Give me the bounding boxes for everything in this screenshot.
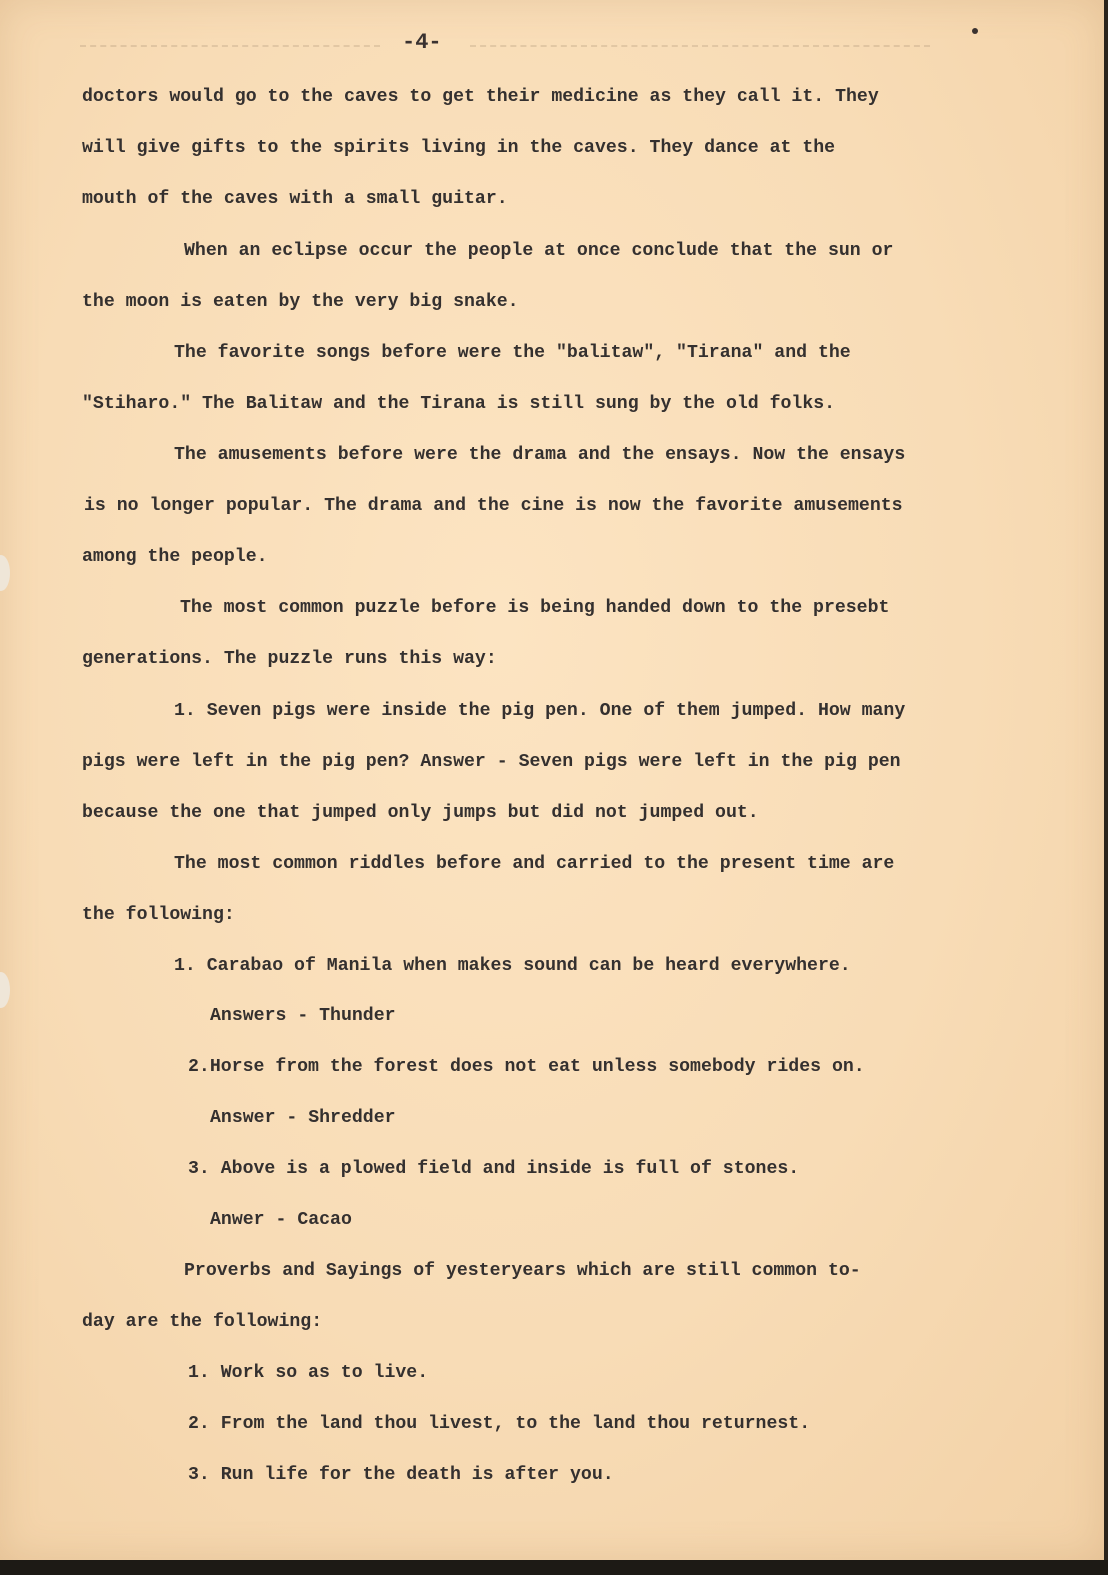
text-line: doctors would go to the caves to get their medicine as they call it. They bbox=[82, 87, 879, 107]
riddle-question: 1. Carabao of Manila when makes sound can be heard everywhere. bbox=[174, 956, 851, 976]
punch-hole-top bbox=[0, 555, 10, 591]
text-line: day are the following: bbox=[82, 1312, 323, 1332]
text-line: The most common riddles before and carried to the present time are bbox=[174, 854, 895, 874]
text-line: mouth of the caves with a small guitar. bbox=[82, 189, 508, 209]
text-line: among the people. bbox=[82, 547, 268, 567]
proverb-item: 3. Run life for the death is after you. bbox=[188, 1465, 614, 1485]
text-line: the moon is eaten by the very big snake. bbox=[82, 292, 519, 312]
riddle-question: 2.Horse from the forest does not eat unless somebody rides on. bbox=[188, 1057, 865, 1077]
text-line: because the one that jumped only jumps but did not jumped out. bbox=[82, 803, 759, 823]
riddle-answer: Anwer - Cacao bbox=[210, 1210, 352, 1230]
text-line: The most common puzzle before is being handed down to the presebt bbox=[180, 598, 890, 618]
text-line: 1. Seven pigs were inside the pig pen. One of them jumped. How many bbox=[174, 701, 906, 721]
punch-hole-bottom bbox=[0, 972, 10, 1008]
text-line: "Stiharo." The Balitaw and the Tirana is still sung by the old folks. bbox=[82, 394, 836, 414]
text-line: The favorite songs before were the "balitaw", "Tirana" and the bbox=[174, 343, 851, 363]
header-rule-right bbox=[470, 45, 930, 47]
page-number: -4- bbox=[402, 30, 442, 55]
text-line: generations. The puzzle runs this way: bbox=[82, 649, 497, 669]
ink-dot bbox=[972, 28, 978, 34]
text-line: the following: bbox=[82, 905, 235, 925]
scan-bottom-edge bbox=[0, 1560, 1108, 1575]
proverb-item: 1. Work so as to live. bbox=[188, 1363, 429, 1383]
text-line: pigs were left in the pig pen? Answer - Seven pigs were left in the pig pen bbox=[82, 752, 901, 772]
text-line: Proverbs and Sayings of yesteryears which are still common to- bbox=[184, 1261, 861, 1281]
proverb-item: 2. From the land thou livest, to the land thou returnest. bbox=[188, 1414, 811, 1434]
riddle-answer: Answers - Thunder bbox=[210, 1006, 396, 1026]
header-rule-left bbox=[80, 45, 380, 47]
riddle-answer: Answer - Shredder bbox=[210, 1108, 396, 1128]
text-line: is no longer popular. The drama and the cine is now the favorite amusements bbox=[84, 496, 903, 516]
text-line: will give gifts to the spirits living in the caves. They dance at the bbox=[82, 138, 836, 158]
riddle-question: 3. Above is a plowed field and inside is full of stones. bbox=[188, 1159, 800, 1179]
text-line: When an eclipse occur the people at once conclude that the sun or bbox=[184, 241, 894, 261]
text-line: The amusements before were the drama and the ensays. Now the ensays bbox=[174, 445, 906, 465]
